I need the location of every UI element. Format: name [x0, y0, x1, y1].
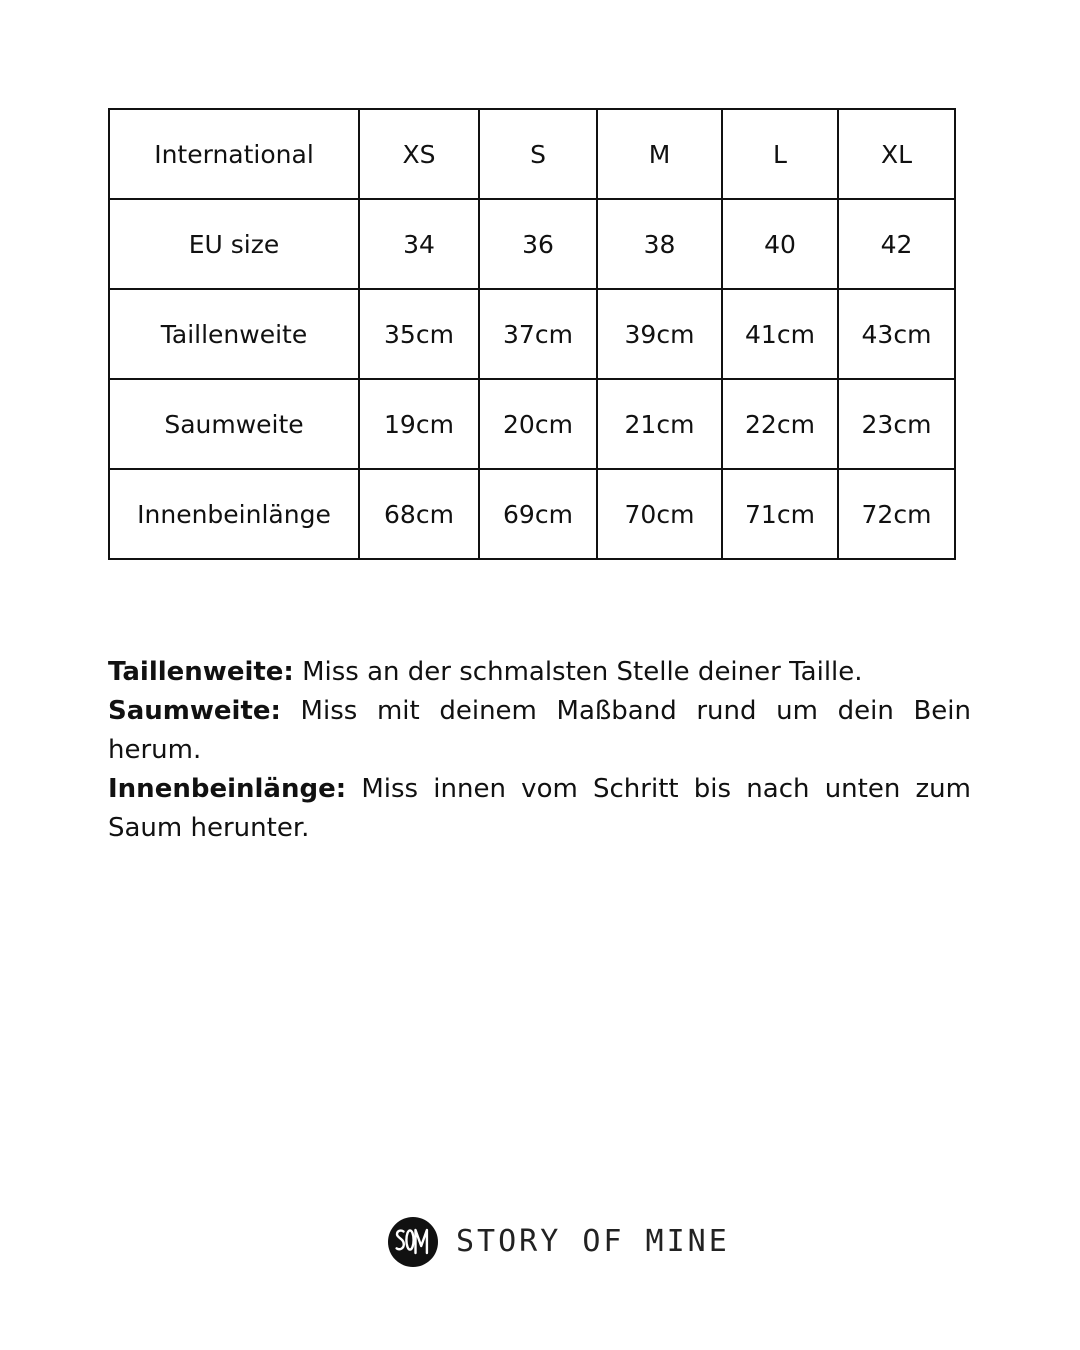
table-cell: 70cm [597, 469, 722, 559]
table-row [109, 379, 955, 469]
table-cell: 40 [722, 199, 838, 289]
row-label-saumweite: Saumweite [109, 379, 359, 469]
table-cell: 72cm [838, 469, 955, 559]
header-cell-l: L [722, 109, 838, 199]
note-innenbeinlaenge [108, 770, 971, 848]
table-cell: 23cm [838, 379, 955, 469]
table-row [109, 469, 955, 559]
table-cell: 42 [838, 199, 955, 289]
table-cell: 38 [597, 199, 722, 289]
table-row [109, 289, 955, 379]
table-cell: 41cm [722, 289, 838, 379]
table-row [109, 199, 955, 289]
table-cell: 37cm [479, 289, 597, 379]
table-cell: 35cm [359, 289, 479, 379]
row-label-innenbeinlaenge: Innenbeinlänge [109, 469, 359, 559]
note-text: Miss innen vom Schritt bis nach unten zum Saum herunter. [108, 774, 971, 843]
note-taillenweite [108, 653, 971, 692]
note-term: Taillenweite: [108, 657, 294, 687]
table-cell: 36 [479, 199, 597, 289]
table-cell: 43cm [838, 289, 955, 379]
table-cell: 21cm [597, 379, 722, 469]
note-saumweite [108, 692, 971, 770]
header-cell-international: International [109, 109, 359, 199]
table-cell: 34 [359, 199, 479, 289]
note-text: Miss mit deinem Maßband rund um dein Bein herum. [108, 696, 971, 765]
header-cell-m: M [597, 109, 722, 199]
table-cell: 22cm [722, 379, 838, 469]
row-label-taillenweite: Taillenweite [109, 289, 359, 379]
size-chart-table [108, 108, 956, 560]
table-cell: 39cm [597, 289, 722, 379]
measurement-notes [108, 653, 971, 848]
brand-name: STORY OF MINE [456, 1224, 730, 1259]
header-cell-xs: XS [359, 109, 479, 199]
row-label-eu-size: EU size [109, 199, 359, 289]
table-cell: 20cm [479, 379, 597, 469]
note-text: Miss an der schmalsten Stelle deiner Taille. [293, 657, 863, 687]
table-cell: 71cm [722, 469, 838, 559]
header-cell-s: S [479, 109, 597, 199]
note-term: Saumweite: [108, 696, 281, 726]
table-header-row [109, 109, 955, 199]
header-cell-xl: XL [838, 109, 955, 199]
table-cell: 68cm [359, 469, 479, 559]
som-monogram-circle-icon [388, 1217, 438, 1267]
brand-footer [388, 1217, 730, 1267]
table-cell: 19cm [359, 379, 479, 469]
table-cell: 69cm [479, 469, 597, 559]
note-term: Innenbeinlänge: [108, 774, 347, 804]
